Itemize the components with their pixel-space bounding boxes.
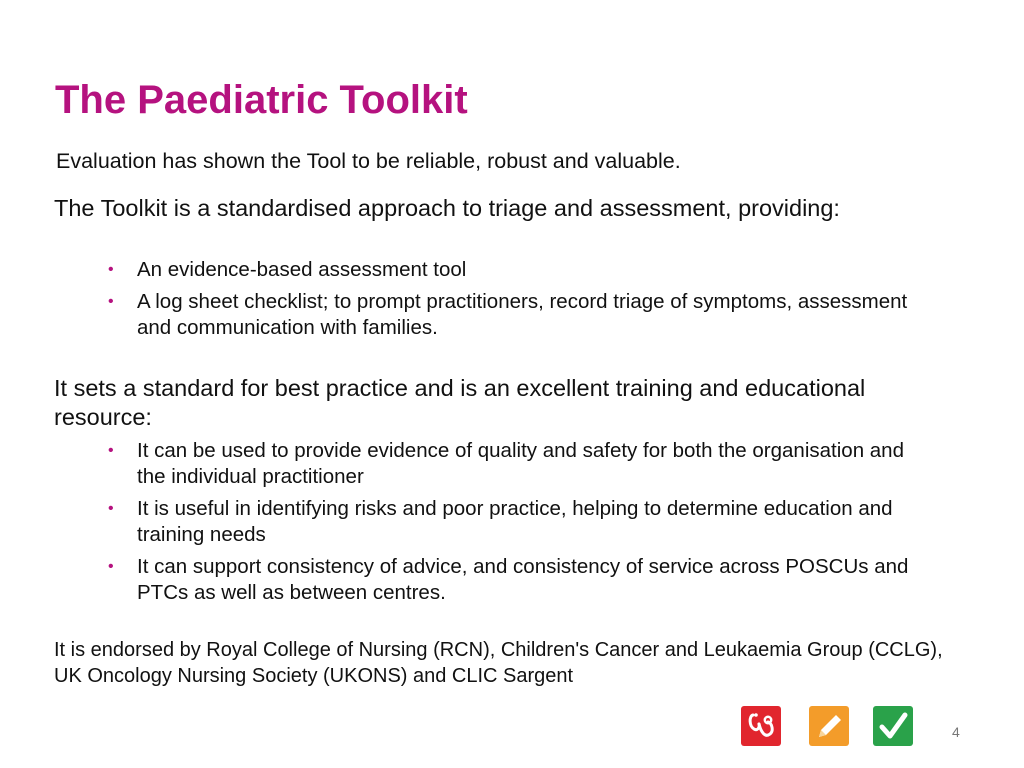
list-item-text: An evidence-based assessment tool bbox=[137, 258, 467, 281]
list-item bbox=[108, 257, 928, 283]
stethoscope-icon bbox=[741, 706, 781, 746]
bullet-list-toolkit bbox=[108, 257, 928, 347]
list-item-text: It can be used to provide evidence of quality and safety for both the organisation and the individual practitioner bbox=[137, 439, 904, 488]
bullet-icon: • bbox=[108, 442, 114, 459]
list-item-text: A log sheet checklist; to prompt practitioners, record triage of symptoms, assessment and communication with families. bbox=[137, 290, 908, 339]
list-item bbox=[108, 554, 928, 606]
list-item-text: It can support consistency of advice, and consistency of service across POSCUs and PTCs as well as between centres. bbox=[137, 555, 909, 604]
logo-group bbox=[741, 706, 918, 748]
endorsement-text: It is endorsed by Royal College of Nursing (RCN), Children's Cancer and Leukaemia Group (CCLG), UK Oncology Nursing Society (UKONS) and CLIC Sargent bbox=[54, 639, 943, 687]
checkmark-icon bbox=[873, 706, 913, 746]
list-item bbox=[108, 496, 928, 548]
pencil-icon bbox=[809, 706, 849, 746]
bullet-icon: • bbox=[108, 261, 114, 278]
bullet-icon: • bbox=[108, 293, 114, 310]
slide-subtitle: Evaluation has shown the Tool to be reliable, robust and valuable. bbox=[56, 149, 681, 173]
slide-title: The Paediatric Toolkit bbox=[55, 78, 468, 122]
page-number: 4 bbox=[952, 724, 960, 740]
list-item bbox=[108, 438, 928, 490]
bullet-icon: • bbox=[108, 558, 114, 575]
bullet-list-standard bbox=[108, 438, 928, 612]
section-intro-toolkit: The Toolkit is a standardised approach to triage and assessment, providing: bbox=[54, 195, 840, 221]
list-item bbox=[108, 289, 928, 341]
list-item-text: It is useful in identifying risks and poor practice, helping to determine education and training needs bbox=[137, 497, 893, 546]
section-intro-standard: It sets a standard for best practice and is an excellent training and educational resource: bbox=[54, 375, 866, 430]
bullet-icon: • bbox=[108, 500, 114, 517]
